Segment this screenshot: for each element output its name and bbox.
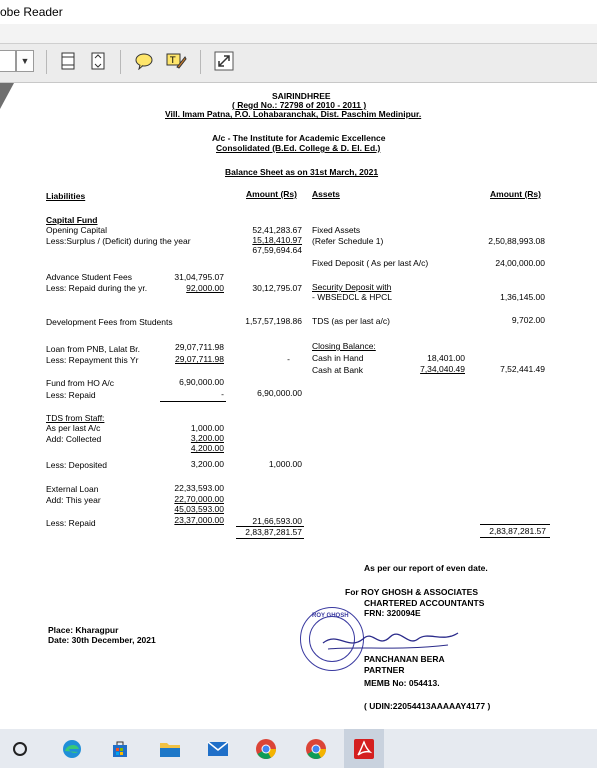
amount-header-right: Amount (Rs) xyxy=(490,189,541,199)
toolbar xyxy=(0,44,597,83)
store-icon xyxy=(110,739,130,759)
advance-fees-label: Advance Student Fees xyxy=(46,272,133,282)
fixed-assets-amount: 2,50,88,993.08 xyxy=(488,236,545,246)
taskbar-mail[interactable] xyxy=(198,729,238,768)
fixed-deposit-amount: 24,00,000.00 xyxy=(495,258,545,268)
fixed-deposit-label: Fixed Deposit ( As per last A/c) xyxy=(312,258,429,268)
speech-bubble-icon xyxy=(134,52,154,70)
capital-value-2: 15,18,410.97 xyxy=(252,235,302,245)
capital-fund-label: Capital Fund xyxy=(46,215,98,225)
balance-sheet-title: Balance Sheet as on 31st March, 2021 xyxy=(225,167,379,177)
advance-value-1: 31,04,795.07 xyxy=(174,272,224,282)
toolbar-separator xyxy=(46,50,47,74)
grand-total-line-top-right xyxy=(480,524,550,525)
cash-hand-label: Cash in Hand xyxy=(312,353,364,363)
taskbar-edge[interactable] xyxy=(52,729,92,768)
taskbar xyxy=(0,729,597,768)
tds-value-4: 3,200.00 xyxy=(190,459,224,469)
ext-value-4: 23,37,000.00 xyxy=(174,515,224,525)
fund-value-2: - xyxy=(221,389,224,399)
mail-icon xyxy=(207,741,229,757)
advance-value-2: 92,000.00 xyxy=(186,283,224,293)
expand-icon xyxy=(214,51,234,71)
dev-fees-label: Development Fees from Students xyxy=(46,317,173,327)
consolidated-line: Consolidated (B.Ed. College & D. El. Ed.) xyxy=(216,143,381,153)
fund-underline xyxy=(160,401,226,402)
folder-icon xyxy=(159,740,181,758)
taskbar-explorer[interactable] xyxy=(150,729,190,768)
tds-amount: 9,702.00 xyxy=(511,315,545,325)
menu-strip xyxy=(0,24,597,44)
tds-value-1: 1,000.00 xyxy=(190,423,224,433)
assets-header: Assets xyxy=(312,189,340,199)
ac-line: A/c - The Institute for Academic Excellence xyxy=(212,133,386,143)
svg-text:T: T xyxy=(170,56,176,66)
security-deposit-sub: - WBSEDCL & HPCL xyxy=(312,292,392,302)
fit-page-button[interactable] xyxy=(86,49,110,73)
external-loan-label: External Loan xyxy=(46,484,99,494)
fit-width-icon xyxy=(59,52,77,70)
tds-label: TDS (as per last a/c) xyxy=(312,316,390,326)
window-titlebar xyxy=(0,0,597,24)
fund-value-1: 6,90,000.00 xyxy=(179,377,224,387)
seal-text: ROY GHOSH xyxy=(312,613,349,619)
report-line: As per our report of even date. xyxy=(364,563,488,573)
full-screen-button[interactable] xyxy=(212,49,236,73)
toolbar-separator xyxy=(120,50,121,74)
partner-title: PARTNER xyxy=(364,665,405,675)
date-line: Date: 30th December, 2021 xyxy=(48,635,156,645)
fit-page-icon xyxy=(89,52,107,70)
dev-fees-amount: 1,57,57,198.86 xyxy=(245,316,302,326)
loan-value-1: 29,07,711.98 xyxy=(175,342,224,352)
zoom-dropdown-button[interactable]: ▼ xyxy=(16,50,34,72)
less-deposited-label: Less: Deposited xyxy=(46,460,107,470)
circle-icon xyxy=(12,741,28,757)
chrome-icon xyxy=(305,738,327,760)
page-number-input[interactable] xyxy=(0,50,16,72)
fixed-assets-label: Fixed Assets xyxy=(312,225,361,235)
acrobat-icon xyxy=(353,738,375,760)
place-line: Place: Kharagpur xyxy=(48,625,119,635)
fund-ho-label: Fund from HO A/c xyxy=(46,378,115,388)
ext-total: 21,66,593.00 xyxy=(252,516,302,526)
window-title: obe Reader xyxy=(0,5,63,19)
refer-schedule-label: (Refer Schedule 1) xyxy=(312,236,384,246)
page-fold-shadow xyxy=(0,83,14,109)
closing-balance-label: Closing Balance: xyxy=(312,341,376,351)
chartered-accountants: CHARTERED ACCOUNTANTS xyxy=(364,598,485,608)
tds-staff-total: 1,000.00 xyxy=(268,459,302,469)
taskbar-chrome[interactable] xyxy=(246,729,286,768)
chrome-icon xyxy=(255,738,277,760)
amount-header-left: Amount (Rs) xyxy=(246,189,297,199)
tds-value-2: 3,200.00 xyxy=(190,433,224,443)
taskbar-store[interactable] xyxy=(100,729,140,768)
ext-value-2: 22,70,000.00 xyxy=(174,494,224,504)
comment-button[interactable] xyxy=(132,49,156,73)
document-viewer[interactable] xyxy=(0,83,597,729)
ext-value-1: 22,33,593.00 xyxy=(174,483,224,493)
less-surplus-label: Less:Surplus / (Deficit) during the year xyxy=(46,236,191,246)
cash-hand-amount: 18,401.00 xyxy=(427,353,465,363)
security-deposit-amount: 1,36,145.00 xyxy=(500,292,545,302)
capital-value-1: 52,41,283.67 xyxy=(252,225,302,235)
grand-total-left: 2,83,87,281.57 xyxy=(245,527,302,537)
taskbar-chrome-2[interactable] xyxy=(296,729,336,768)
liabilities-header: Liabilities xyxy=(46,191,86,201)
less-repayment-label: Less: Repayment this Yr xyxy=(46,355,139,365)
less-repaid-label-2: Less: Repaid xyxy=(46,518,96,528)
org-address: Vill. Imam Patna, P.O. Lohabaranchak, Dist. Paschim Medinipur. xyxy=(165,109,422,119)
capital-value-3: 67,59,694.64 xyxy=(252,245,302,255)
registration-no: ( Regd No.: 72798 of 2010 - 2011 ) xyxy=(232,100,367,110)
ext-value-3: 45,03,593.00 xyxy=(174,504,224,514)
less-repaid-yr-label: Less: Repaid during the yr. xyxy=(46,283,148,293)
taskbar-search[interactable] xyxy=(0,729,40,768)
add-this-year-label: Add: This year xyxy=(46,495,101,505)
cash-bank-amount: 7,34,040.49 xyxy=(420,364,465,374)
fit-width-button[interactable] xyxy=(56,49,80,73)
frn-number: FRN: 320094E xyxy=(364,608,421,618)
less-repaid-label: Less: Repaid xyxy=(46,390,96,400)
grand-total-line-bottom-left xyxy=(236,538,304,539)
org-name: SAIRINDHREE xyxy=(272,91,331,101)
firm-name: For ROY GHOSH & ASSOCIATES xyxy=(345,587,479,597)
loan-value-2: 29,07,711.98 xyxy=(175,354,224,364)
partner-name: PANCHANAN BERA xyxy=(364,654,445,664)
advance-total: 30,12,795.07 xyxy=(252,283,302,293)
as-per-last-label: As per last A/c xyxy=(46,423,101,433)
grand-total-right: 2,83,87,281.57 xyxy=(489,526,546,536)
loan-pnb-label: Loan from PNB, Lalat Br. xyxy=(46,344,141,354)
highlight-button[interactable] xyxy=(164,49,188,73)
udin-line: ( UDIN:22054413AAAAAY4177 ) xyxy=(364,701,491,711)
toolbar-separator xyxy=(200,50,201,74)
add-collected-label: Add: Collected xyxy=(46,434,102,444)
tds-staff-label: TDS from Staff: xyxy=(46,413,105,423)
loan-total: - xyxy=(287,354,290,364)
closing-total: 7,52,441.49 xyxy=(500,364,545,374)
taskbar-acrobat[interactable] xyxy=(344,729,384,768)
edge-icon xyxy=(61,738,83,760)
grand-total-line-bottom-right xyxy=(480,537,550,538)
security-deposit-label: Security Deposit with xyxy=(312,282,392,292)
membership-no: MEMB No: 054413. xyxy=(364,678,440,688)
opening-capital-label: Opening Capital xyxy=(46,225,107,235)
cash-bank-label: Cash at Bank xyxy=(312,365,364,375)
fund-total: 6,90,000.00 xyxy=(257,388,302,398)
highlighter-icon xyxy=(165,51,187,71)
tds-value-3: 4,200.00 xyxy=(190,443,224,453)
